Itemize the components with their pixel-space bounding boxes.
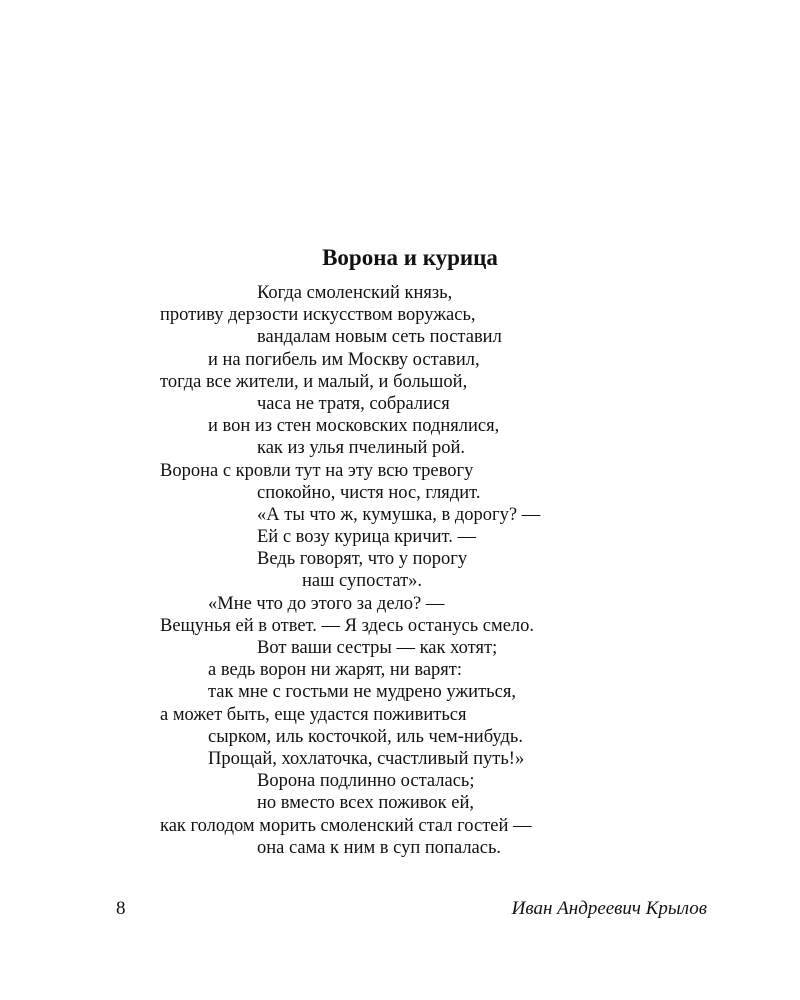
poem-line: и вон из стен московских поднялися,	[208, 416, 500, 437]
poem-line: как голодом морить смоленский стал гостей —	[160, 815, 532, 836]
poem-line: а может быть, еще удастся поживиться	[160, 704, 467, 725]
running-footer-author: Иван Андреевич Крылов	[511, 898, 707, 919]
poem-line: и на погибель им Москву оставил,	[208, 349, 480, 370]
poem-line: Ей с возу курица кричит. —	[257, 527, 476, 548]
poem-line: Вещунья ей в ответ. — Я здесь останусь смело.	[160, 615, 535, 636]
page-number: 8	[116, 898, 126, 919]
poem-line: Когда смоленский князь,	[257, 283, 453, 303]
poem-line: вандалам новым сеть поставил	[257, 327, 502, 348]
poem-line: противу дерзости искусством воружась,	[160, 305, 476, 326]
poem-title: Ворона и курица	[322, 245, 498, 270]
poem-line: «А ты что ж, кумушка, в дорогу? —	[257, 504, 541, 525]
poem-line: так мне с гостьми не мудрено ужиться,	[208, 682, 516, 703]
poem-line: как из улья пчелиный рой.	[257, 438, 466, 459]
poem-line: а ведь ворон ни жарят, ни варят:	[208, 660, 463, 681]
poem-line: Ворона подлинно осталась;	[257, 771, 475, 792]
poem-line: часа не тратя, собралися	[257, 393, 450, 414]
poem-line: спокойно, чистя нос, глядит.	[257, 482, 481, 503]
poem-line: Ведь говорят, что у порогу	[257, 549, 468, 570]
poem-line: Вот ваши сестры — как хотят;	[257, 638, 498, 658]
poem-line: но вместо всех поживок ей,	[257, 793, 474, 814]
poem-body	[160, 282, 720, 859]
poem-line: тогда все жители, и малый, и большой,	[160, 371, 468, 392]
poem-line: наш супостат».	[302, 571, 423, 592]
poem-line: она сама к ним в суп попалась.	[257, 837, 502, 858]
poem-line: сырком, иль косточкой, иль чем-нибудь.	[208, 726, 523, 747]
poem-line: Ворона с кровли тут на эту всю тревогу	[160, 460, 474, 481]
poem-line: «Мне что до этого за дело? —	[208, 593, 445, 614]
poem-line: Прощай, хохлаточка, счастливый путь!»	[208, 748, 525, 769]
